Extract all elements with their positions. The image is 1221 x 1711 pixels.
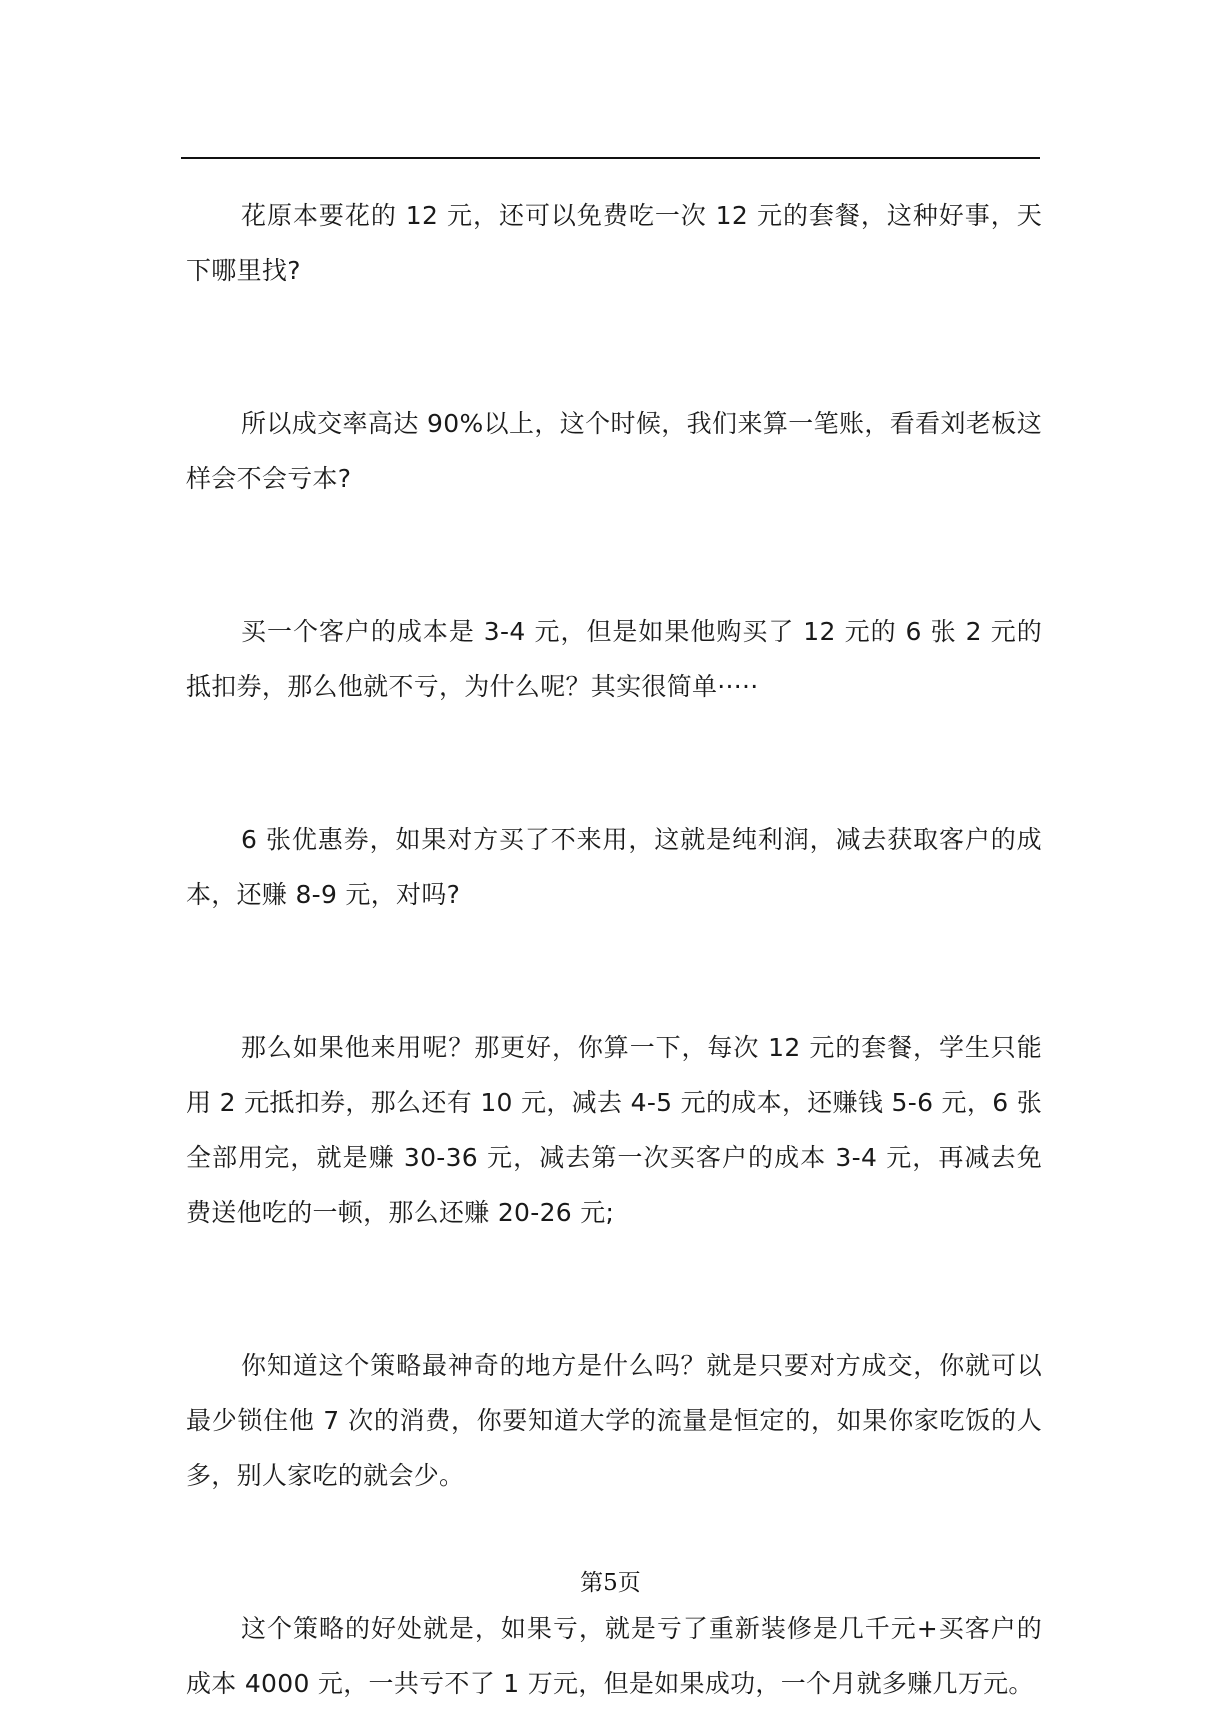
document-body — [186, 188, 1042, 1711]
header-divider — [181, 157, 1040, 159]
paragraph-5: 那么如果他来用呢？那更好，你算一下，每次 12 元的套餐，学生只能用 2 元抵扣券，那么还有 10 元，减去 4-5 元的成本，还赚钱 5-6 元，6 张全部用完，就是赚 30-36 元，减去第一次买客户的成本 3-4 元，再减去免费送他吃的一顿，那么还赚 20-26 元; — [186, 1033, 1042, 1227]
paragraph-2: 所以成交率高达 90%以上，这个时候，我们来算一笔账，看看刘老板这样会不会亏本? — [186, 409, 1042, 493]
paragraph-3: 买一个客户的成本是 3-4 元，但是如果他购买了 12 元的 6 张 2 元的抵扣券，那么他就不亏，为什么呢？其实很简单····· — [186, 617, 1042, 701]
paragraph-1: 花原本要花的 12 元，还可以免费吃一次 12 元的套餐，这种好事，天下哪里找? — [186, 201, 1042, 285]
paragraph-7: 这个策略的好处就是，如果亏，就是亏了重新装修是几千元+买客户的成本 4000 元，一共亏不了 1 万元，但是如果成功，一个月就多赚几万元。 — [186, 1614, 1042, 1698]
page-number: 第5页 — [580, 1570, 641, 1596]
paragraph-6: 你知道这个策略最神奇的地方是什么吗？就是只要对方成交，你就可以最少锁住他 7 次的消费，你要知道大学的流量是恒定的，如果你家吃饭的人多，别人家吃的就会少。 — [186, 1351, 1042, 1490]
paragraph-4: 6 张优惠券，如果对方买了不来用，这就是纯利润，减去获取客户的成本，还赚 8-9 元，对吗? — [186, 825, 1042, 909]
